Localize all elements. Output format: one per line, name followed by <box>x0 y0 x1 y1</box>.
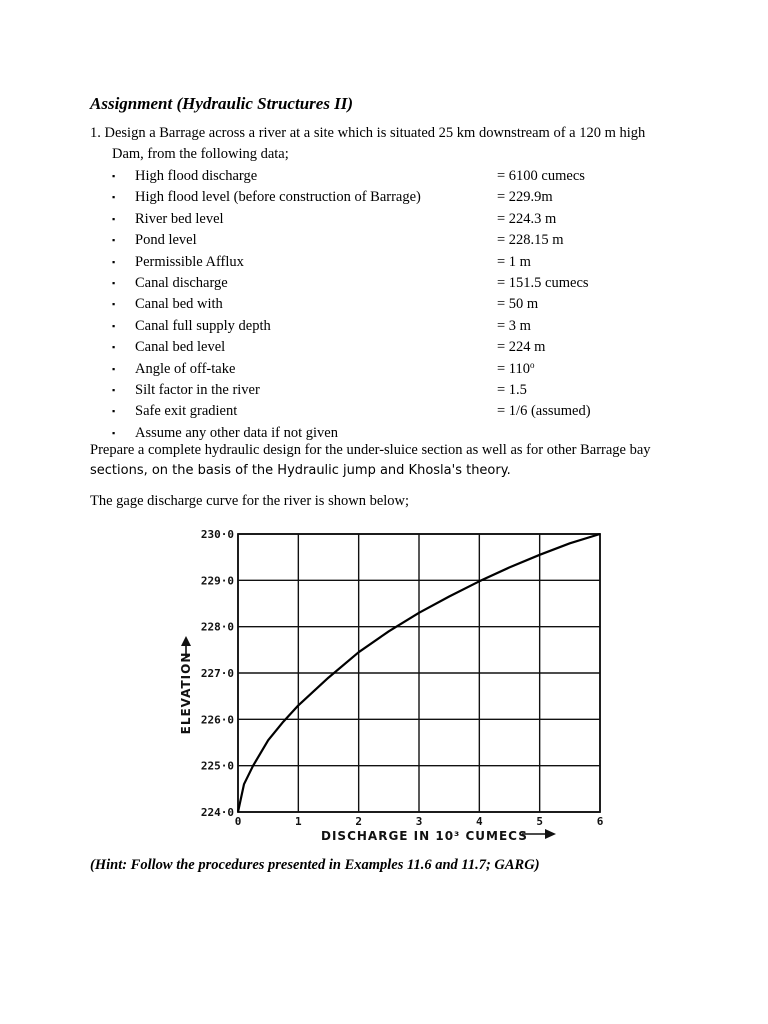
item-label: Canal full supply depth <box>135 317 271 334</box>
item-label: Angle of off-take <box>135 360 236 377</box>
bullet-icon: ▪ <box>112 363 116 374</box>
x-tick-label: 5 <box>536 815 543 828</box>
gage-curve-intro: The gage discharge curve for the river is shown below; <box>90 493 410 509</box>
item-value-text: = 6100 cumecs <box>497 168 585 184</box>
item-value-text: = 1.5 <box>497 381 527 398</box>
item-value-text: = 224 m <box>497 339 546 356</box>
y-tick-label: 229·0 <box>200 574 234 588</box>
bullet-icon: ▪ <box>112 427 116 438</box>
bullet-icon: ▪ <box>112 299 116 310</box>
bullet-icon: ▪ <box>112 256 116 267</box>
x-tick-label: 2 <box>355 815 362 828</box>
item-value-text: = 151.5 cumecs <box>497 274 589 291</box>
item-label: Pond level <box>135 232 197 249</box>
item-value-text: = 224.3 m <box>497 210 557 227</box>
bullet-icon: ▪ <box>112 192 116 203</box>
item-value-text: = 229.9m <box>497 189 553 206</box>
bullet-icon: ▪ <box>112 213 116 224</box>
y-tick-label: 224·0 <box>200 806 234 819</box>
y-axis-label: ELEVATION <box>179 651 193 735</box>
item-label: Silt factor in the river <box>135 381 260 398</box>
x-tick-label: 1 <box>295 815 302 828</box>
item-label: High flood discharge <box>135 168 258 184</box>
x-axis-arrowhead-icon <box>545 829 556 839</box>
bullet-icon: ▪ <box>112 235 116 246</box>
item-label: High flood level (before construction of Barrage) <box>135 189 421 206</box>
data-point <box>388 631 389 632</box>
item-label: Assume any other data if not given <box>135 424 338 441</box>
data-point <box>479 581 480 582</box>
item-value-text: = 50 m <box>497 296 539 313</box>
y-tick-label: 225·0 <box>200 759 234 773</box>
item-value-text: = 3 m <box>497 317 531 334</box>
data-point <box>268 740 269 741</box>
x-tick-label: 4 <box>476 815 483 828</box>
data-point <box>569 543 570 544</box>
degree-superscript: o <box>530 359 535 370</box>
item-label: Canal bed with <box>135 296 223 313</box>
item-value-text: = 228.15 m <box>497 232 564 249</box>
data-point <box>328 677 329 678</box>
y-tick-label: 227·0 <box>200 667 234 680</box>
x-tick-label: 6 <box>596 815 604 828</box>
data-point <box>418 612 419 613</box>
data-point <box>509 567 510 568</box>
data-point <box>358 652 359 653</box>
x-tick-label: 3 <box>415 815 423 828</box>
item-label: Safe exit gradient <box>135 403 238 420</box>
y-tick-label: 228·0 <box>200 620 234 634</box>
item-label: River bed level <box>135 210 224 227</box>
x-axis-label: DISCHARGE IN 10³ CUMECS <box>321 829 528 843</box>
data-point <box>252 765 253 766</box>
item-value-text: = 1/6 (assumed) <box>497 403 591 420</box>
bullet-icon: ▪ <box>112 342 116 353</box>
bullet-icon: ▪ <box>112 320 116 331</box>
prepare-instruction-line1: Prepare a complete hydraulic design for the under-sluice section as well as for other Barrage bay <box>90 442 651 458</box>
hint-text: (Hint: Follow the procedures presented in Examples 11.6 and 11.7; GARG) <box>90 857 540 873</box>
item-value-text: = 1 m <box>497 253 531 270</box>
data-point <box>283 721 284 722</box>
question-intro-line1: 1. Design a Barrage across a river at a site which is situated 25 km downstream of a 120 m high <box>90 125 646 141</box>
prepare-instruction-line2: sections, on the basis of the Hydraulic jump and Khosla's theory. <box>90 463 511 478</box>
y-tick-label: 230·0 <box>200 528 234 541</box>
data-point <box>243 784 244 785</box>
data-point <box>449 596 450 597</box>
data-point <box>237 811 238 812</box>
x-tick-label: 0 <box>234 815 242 828</box>
question-intro-line2: Dam, from the following data; <box>112 146 289 162</box>
data-point <box>599 533 600 534</box>
data-point <box>539 554 540 555</box>
bullet-icon: ▪ <box>112 171 116 181</box>
item-label: Canal bed level <box>135 339 226 356</box>
item-label: Canal discharge <box>135 274 228 291</box>
bullet-icon: ▪ <box>112 277 116 288</box>
assignment-title: Assignment (Hydraulic Structures II) <box>90 94 354 113</box>
item-value-text: = 110 <box>497 360 531 377</box>
bullet-icon: ▪ <box>112 406 116 417</box>
y-tick-label: 226·0 <box>200 713 234 727</box>
bullet-icon: ▪ <box>112 384 116 395</box>
y-axis-arrowhead-icon <box>181 636 191 646</box>
data-point <box>298 705 299 706</box>
item-label: Permissible Afflux <box>135 253 244 270</box>
